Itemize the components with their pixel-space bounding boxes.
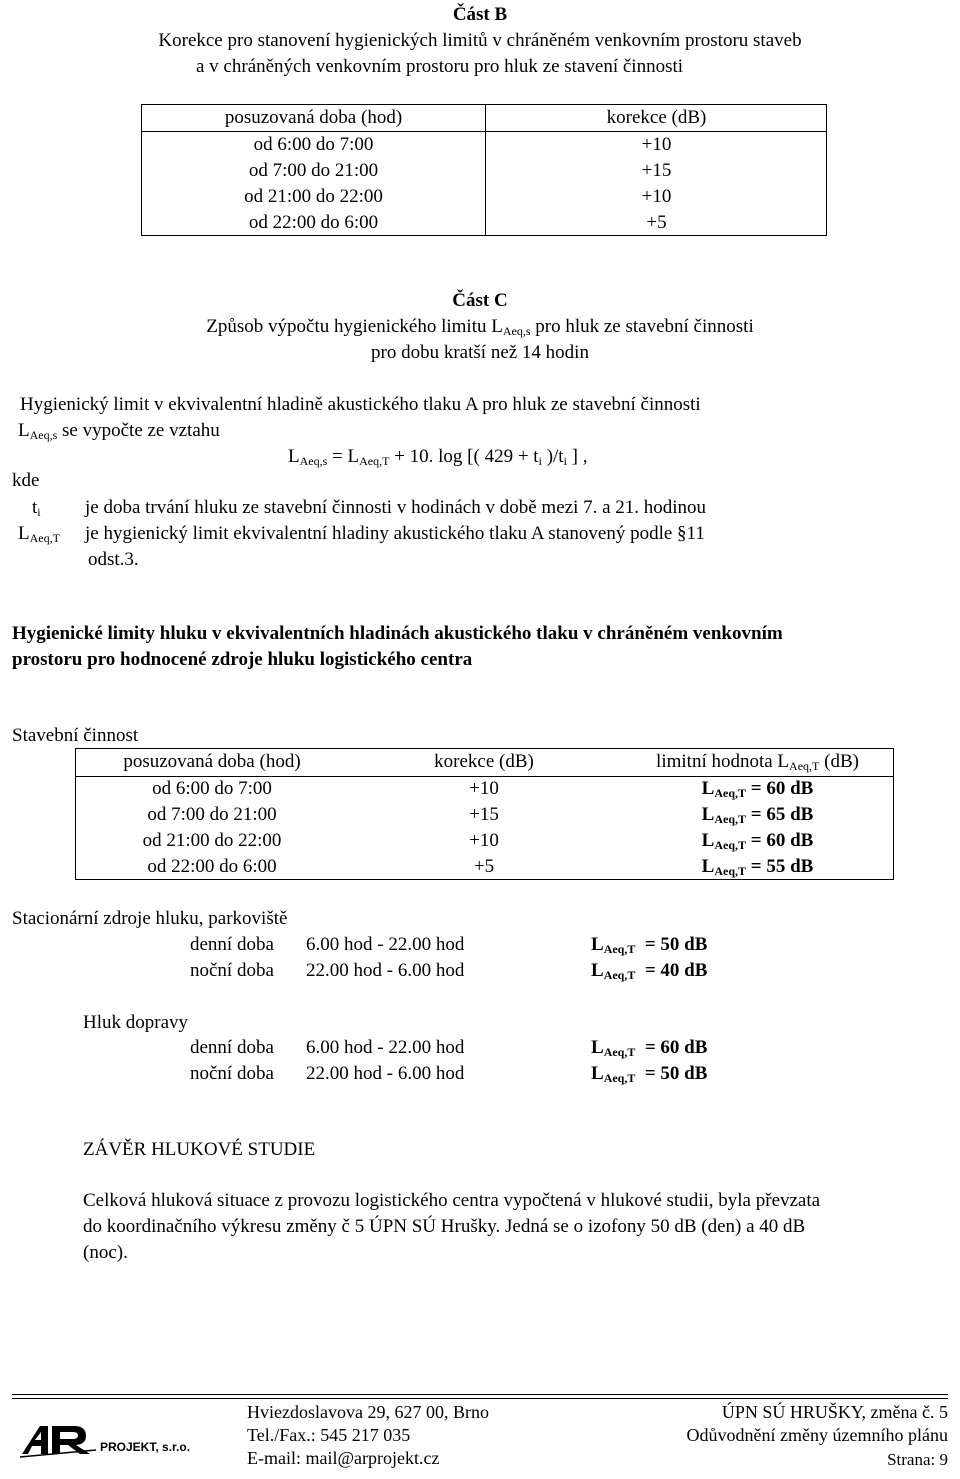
traffic-night-name: noční doba xyxy=(190,1063,274,1084)
cell-limit: $L_{Aeq,T} = 65$ dB xyxy=(701,804,814,826)
header-correction: korekce (dB) xyxy=(606,107,707,128)
conclusion-line3: (noc). xyxy=(83,1242,128,1263)
part-c-paragraph-line1: Hygienický limit v ekvivalentní hladině akustického tlaku A pro hluk ze stavební činnosti xyxy=(20,394,701,415)
stationary-night-value: $L_{Aeq,T} = 40$ dB xyxy=(591,960,708,982)
cell-limit: $L_{Aeq,T} = 60$ dB xyxy=(701,830,814,852)
cell-correction: +15 xyxy=(469,804,499,825)
cell-correction: +15 xyxy=(641,160,672,181)
def2-text-cont: odst.3. xyxy=(88,549,139,570)
table-row xyxy=(76,854,893,880)
def1-text: je doba trvání hluku ze stavební činnosti v hodinách v době mezi 7. a 21. hodinou xyxy=(85,497,707,518)
formula: $L_{Aeq,s} = L_{Aeq,T} + 10$. log [( $429 + t_i$ )$/t_i$ ] , xyxy=(288,446,588,468)
footer-phone: Tel./Fax.: 545 217 035 xyxy=(247,1425,411,1445)
cell-correction: +10 xyxy=(641,134,672,155)
company-logo xyxy=(18,1420,98,1460)
traffic-day-name: denní doba xyxy=(190,1037,274,1058)
header-period: posuzovaná doba (hod) xyxy=(123,751,301,772)
table-row xyxy=(142,132,826,158)
limits-title-line1: Hygienické limity hluku v ekvivalentních hladinách akustického tlaku v chráněném venkovním xyxy=(12,623,783,644)
header-period: posuzovaná doba (hod) xyxy=(224,107,403,128)
construction-table xyxy=(75,748,894,880)
table-header-row xyxy=(142,105,826,131)
cell-period: od 7:00 do 21:00 xyxy=(248,160,379,181)
header-correction: korekce (dB) xyxy=(434,751,534,772)
def2-symbol: $L_{Aeq,T}$ xyxy=(18,523,60,545)
def2-text: je hygienický limit ekvivalentní hladiny akustického tlaku A stanovený podle §11 xyxy=(85,523,705,544)
footer-email: E-mail: mail@arprojekt.cz xyxy=(247,1448,440,1468)
traffic-day-value: $L_{Aeq,T} = 60$ dB xyxy=(591,1037,708,1059)
conclusion-line2: do koordinačního výkresu změny č 5 ÚPN SÚ Hrušky. Jedná se o izofony 50 dB (den) a 40 dB xyxy=(83,1216,806,1237)
cell-period: od 21:00 do 22:00 xyxy=(244,186,383,207)
part-b-title-line2: a v chráněných venkovním prostoru pro hluk ze stavení činnosti xyxy=(196,56,684,77)
table-row xyxy=(142,184,826,210)
cell-period: od 22:00 do 6:00 xyxy=(248,212,379,233)
cell-correction: +10 xyxy=(469,778,499,799)
part-c-heading: Část C xyxy=(452,290,508,311)
stationary-night-time: 22.00 hod - 6.00 hod xyxy=(306,960,465,981)
part-c-paragraph-line2: $L_{Aeq,s}$ se vypočte ze vztahu xyxy=(18,420,220,442)
part-c-title-line2: pro dobu kratší než 14 hodin xyxy=(371,342,589,363)
table-row xyxy=(142,158,826,184)
limits-title-line2: prostoru pro hodnocené zdroje hluku logistického centra xyxy=(12,649,473,670)
part-b-title-line1: Korekce pro stanovení hygienických limitů v chráněném venkovním prostoru staveb xyxy=(158,30,802,51)
table-row xyxy=(76,802,893,828)
table-header-row xyxy=(76,749,893,775)
stationary-day-value: $L_{Aeq,T} = 50$ dB xyxy=(591,934,708,956)
cell-correction: +5 xyxy=(473,856,495,877)
traffic-night-value: $L_{Aeq,T} = 50$ dB xyxy=(591,1063,708,1085)
cell-period: od 22:00 do 6:00 xyxy=(147,856,277,877)
cell-correction: +5 xyxy=(646,212,667,233)
table-row xyxy=(76,828,893,854)
header-limit: limitní hodnota $L_{Aeq,T}$ (dB) xyxy=(656,751,859,773)
stationary-label: Stacionární zdroje hluku, parkoviště xyxy=(12,908,288,929)
cell-period: od 7:00 do 21:00 xyxy=(147,804,277,825)
ar-logo-icon xyxy=(18,1420,98,1460)
cell-correction: +10 xyxy=(469,830,499,851)
cell-correction: +10 xyxy=(641,186,672,207)
part-c-title-line1: Způsob výpočtu hygienického limitu $L_{Aeq,s}$ pro hluk ze stavební činnosti xyxy=(206,316,754,338)
company-name: PROJEKT, s.r.o. xyxy=(100,1440,191,1454)
stationary-day-time: 6.00 hod - 22.00 hod xyxy=(306,934,465,955)
footer-doc-title: Odůvodnění změny územního plánu xyxy=(686,1425,948,1445)
traffic-night-time: 22.00 hod - 6.00 hod xyxy=(306,1063,465,1084)
correction-table xyxy=(141,104,827,236)
def1-symbol: $t_i$ xyxy=(32,497,41,519)
traffic-day-time: 6.00 hod - 22.00 hod xyxy=(306,1037,465,1058)
cell-limit: $L_{Aeq,T} = 60$ dB xyxy=(701,778,814,800)
stationary-day-name: denní doba xyxy=(190,934,274,955)
traffic-label: Hluk dopravy xyxy=(83,1012,189,1033)
stationary-night-name: noční doba xyxy=(190,960,274,981)
cell-limit: $L_{Aeq,T} = 55$ dB xyxy=(701,856,814,878)
cell-period: od 21:00 do 22:00 xyxy=(142,830,282,851)
cell-period: od 6:00 do 7:00 xyxy=(253,134,374,155)
cell-period: od 6:00 do 7:00 xyxy=(152,778,272,799)
footer-project: ÚPN SÚ HRUŠKY, změna č. 5 xyxy=(721,1402,948,1422)
table-row xyxy=(142,210,826,236)
footer-page: Strana: 9 xyxy=(887,1450,948,1469)
kde-label: kde xyxy=(12,470,40,491)
conclusion-heading: ZÁVĚR HLUKOVÉ STUDIE xyxy=(83,1139,316,1160)
footer-address: Hviezdoslavova 29, 627 00, Brno xyxy=(247,1402,489,1422)
part-b-heading: Část B xyxy=(452,4,508,25)
conclusion-line1: Celková hluková situace z provozu logistického centra vypočtená v hlukové studii, byla převzata xyxy=(83,1190,821,1211)
table-row xyxy=(76,776,893,802)
construction-label: Stavební činnost xyxy=(12,725,139,746)
